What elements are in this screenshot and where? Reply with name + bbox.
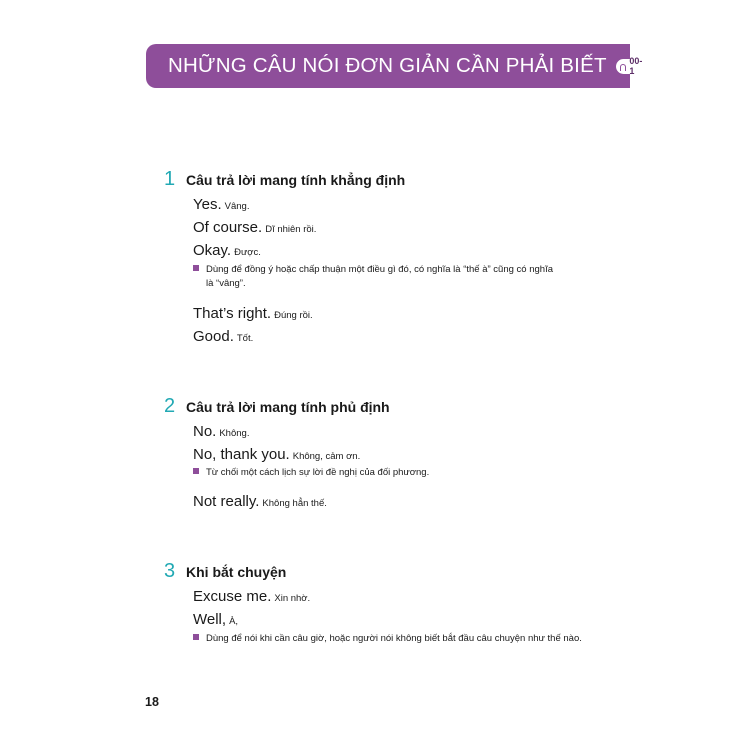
square-bullet-icon (193, 634, 199, 640)
audio-track-badge[interactable] (616, 56, 651, 76)
track-code: 00-1 (629, 56, 643, 76)
phrase-vietnamese: Không hẳn thế. (262, 498, 327, 509)
section-1-heading (164, 168, 405, 191)
phrase-english: Excuse me. (193, 588, 272, 605)
phrase-vietnamese: Không. (219, 428, 250, 439)
square-bullet-icon (193, 468, 199, 474)
phrase-vietnamese: Vâng. (224, 201, 250, 212)
section-title: Khi bắt chuyện (186, 564, 287, 580)
section-number: 1 (164, 168, 176, 190)
headphones-icon (620, 64, 627, 71)
phrase-english: No, thank you. (193, 446, 290, 463)
phrase-item (193, 196, 249, 214)
page-number: 18 (145, 695, 159, 709)
phrase-vietnamese: Xin nhờ. (274, 593, 311, 604)
phrase-vietnamese: Không, cảm ơn. (292, 451, 361, 462)
usage-note (193, 263, 593, 291)
usage-note (193, 466, 593, 480)
phrase-item (193, 611, 238, 629)
phrase-english: That’s right. (193, 305, 272, 322)
phrase-item (193, 446, 360, 464)
phrase-vietnamese: Được. (234, 247, 261, 258)
usage-note (193, 632, 593, 646)
section-title: Câu trả lời mang tính khẳng định (186, 172, 406, 188)
section-number: 3 (164, 560, 176, 582)
square-bullet-icon (193, 265, 199, 271)
phrase-vietnamese: Tốt. (236, 333, 254, 344)
phrase-item (193, 219, 316, 237)
phrase-english: Okay. (193, 242, 232, 259)
section-2-heading (164, 395, 390, 418)
phrase-english: No. (193, 423, 217, 440)
phrase-item (193, 305, 313, 323)
phrase-item (193, 328, 253, 346)
phrase-english: Not really. (193, 493, 260, 510)
phrase-vietnamese: Dĩ nhiên rồi. (265, 224, 317, 235)
phrase-english: Of course. (193, 219, 263, 236)
phrase-item (193, 493, 327, 511)
phrase-item (193, 423, 249, 441)
note-line: Từ chối một cách lịch sự lời đề nghị của đối phương. (206, 467, 430, 478)
phrase-vietnamese: Đúng rồi. (274, 310, 313, 321)
phrase-english: Good. (193, 328, 234, 345)
section-3-heading (164, 560, 286, 583)
phrase-english: Yes. (193, 196, 222, 213)
page-title: NHỮNG CÂU NÓI ĐƠN GIẢN CẦN PHẢI BIẾT (168, 54, 607, 77)
phrase-item (193, 588, 310, 606)
phrase-item (193, 242, 261, 260)
chapter-banner (146, 44, 643, 88)
section-number: 2 (164, 395, 176, 417)
note-line: Dùng để đồng ý hoặc chấp thuận một điều gì đó, có nghĩa là “thế à” cũng có nghĩa (206, 264, 553, 275)
phrase-vietnamese: À, (229, 616, 239, 627)
note-line: là “vâng”. (206, 278, 246, 289)
phrase-english: Well, (193, 611, 227, 628)
note-line: Dùng để nói khi cần câu giờ, hoặc người nói không biết bắt đầu câu chuyện như thế nào. (206, 633, 582, 644)
section-title: Câu trả lời mang tính phủ định (186, 399, 390, 415)
